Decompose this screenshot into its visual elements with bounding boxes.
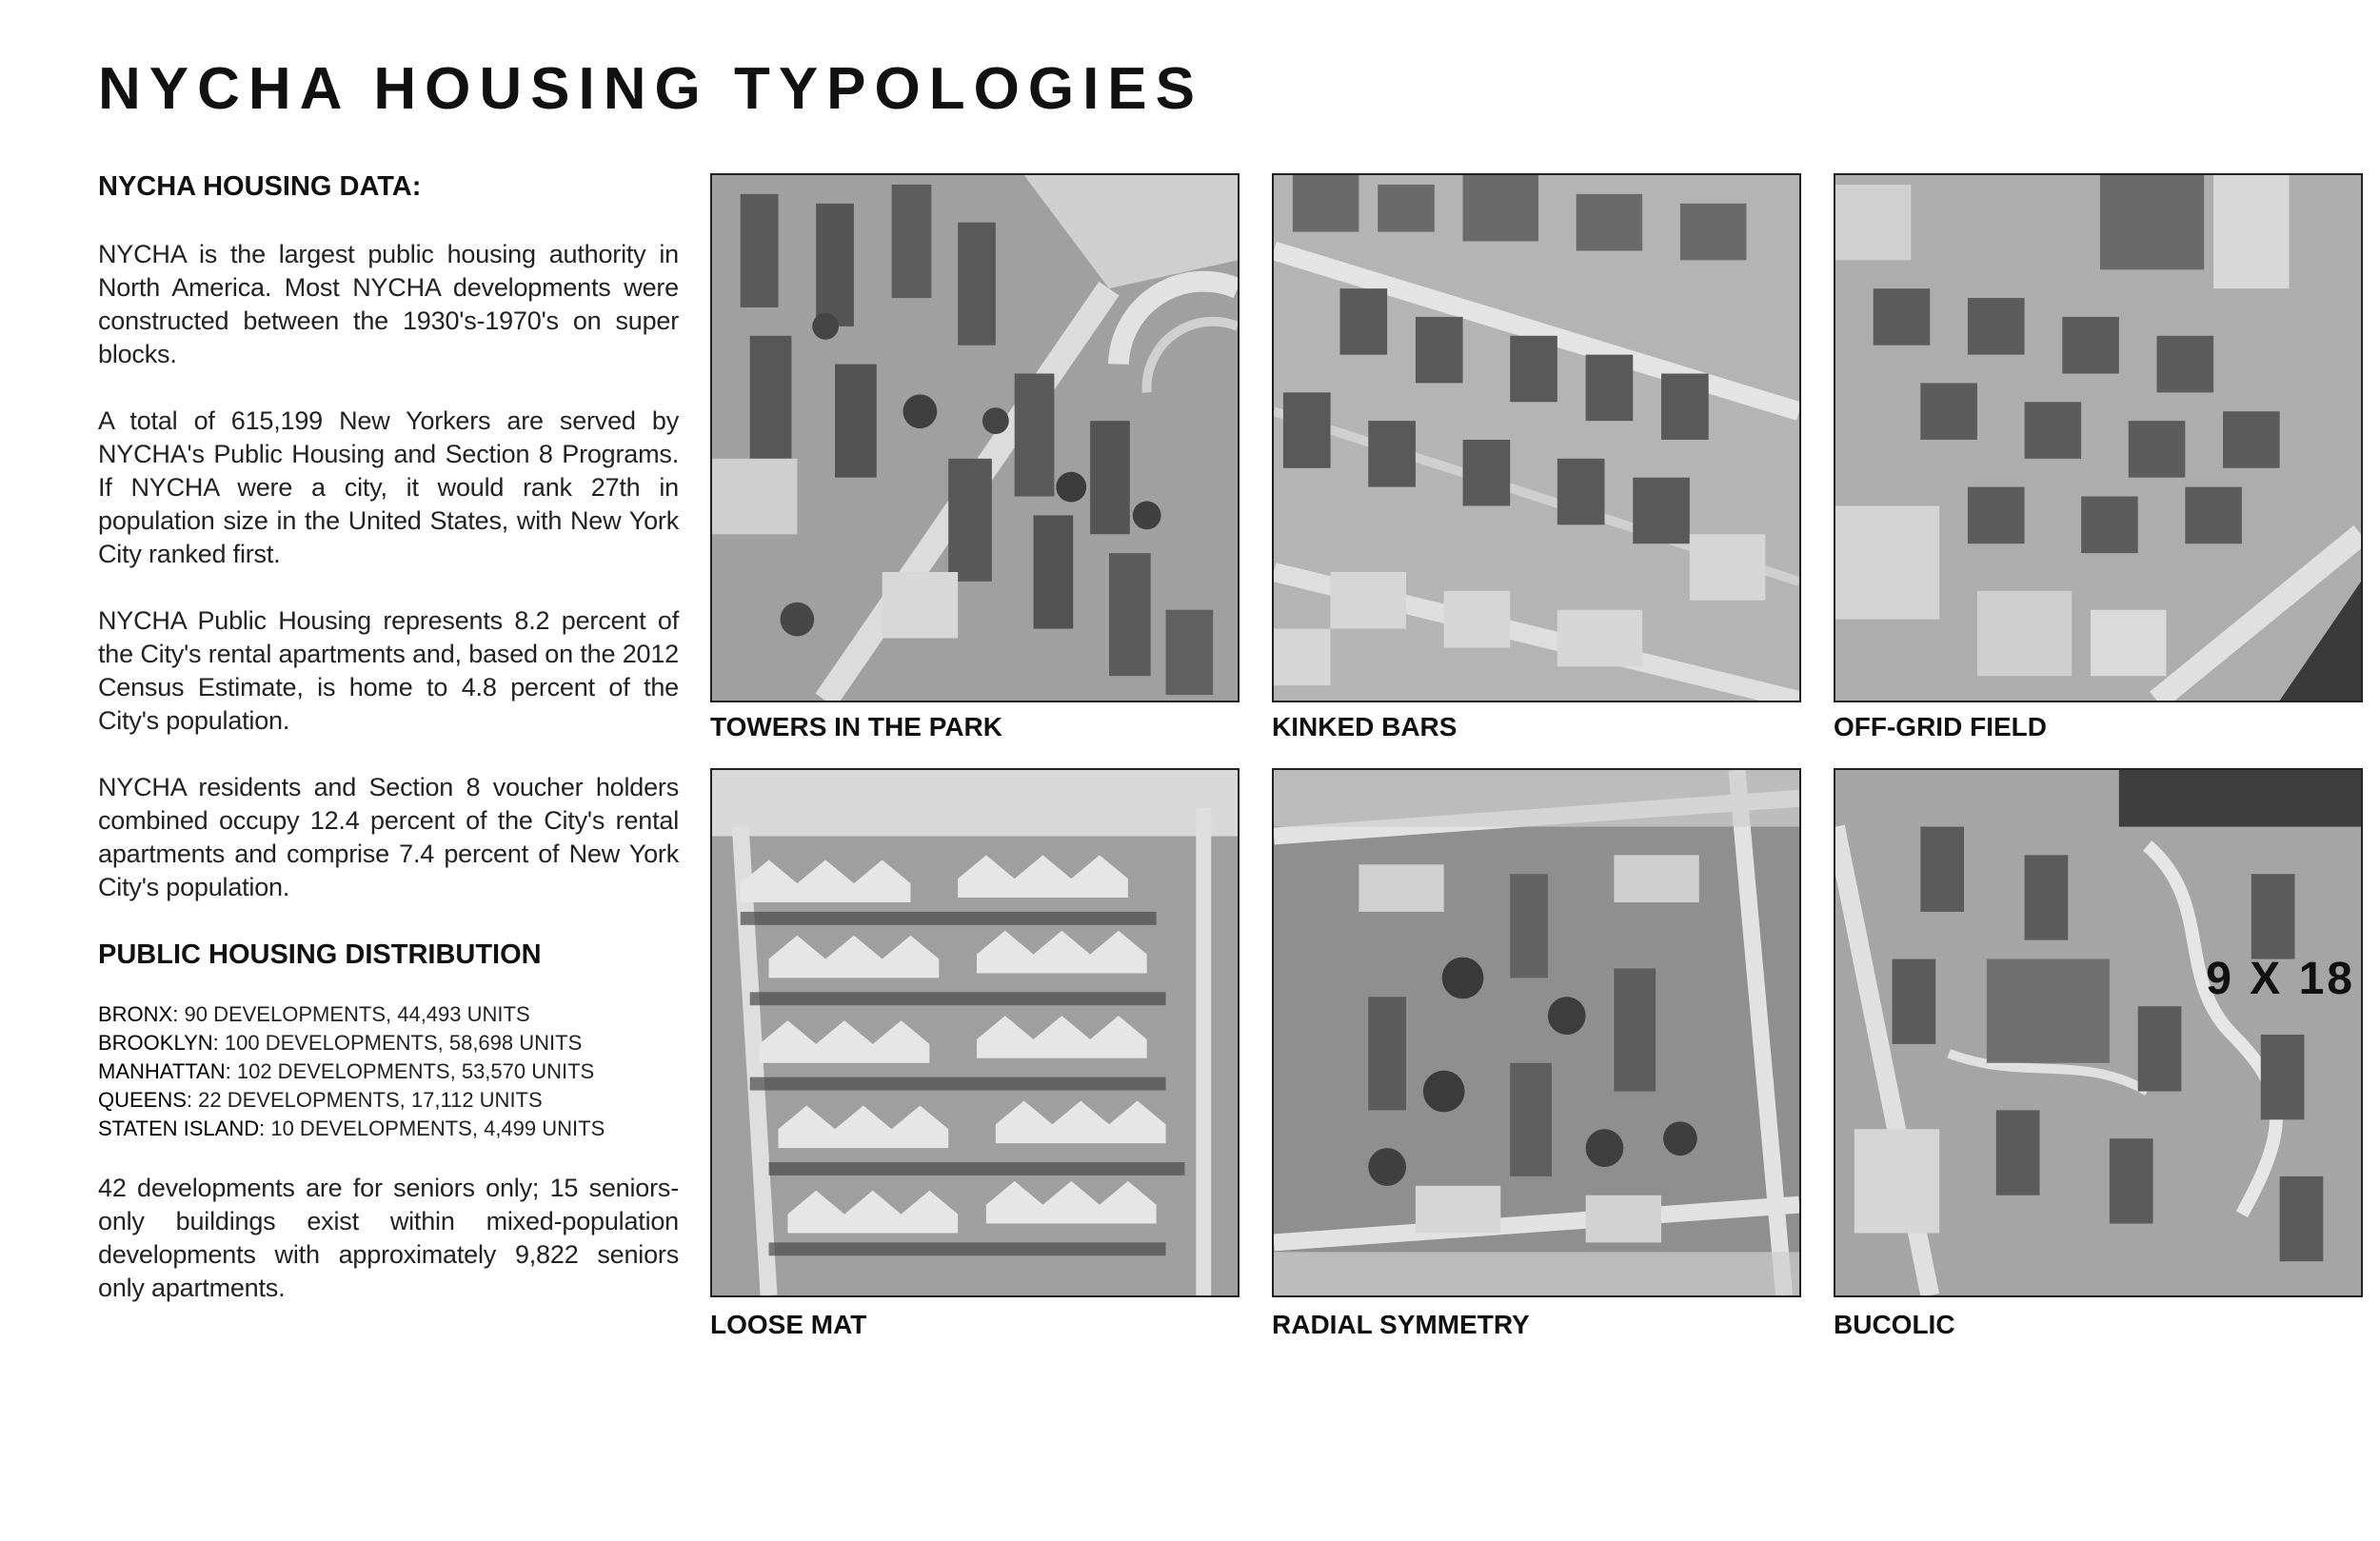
distribution-list: [98, 1000, 679, 1143]
page-number: 9 X 18: [2206, 954, 2355, 1004]
data-heading: NYCHA HOUSING DATA:: [98, 171, 422, 202]
caption-towers-in-the-park: TOWERS IN THE PARK: [710, 712, 1002, 741]
page-title: NYCHA HOUSING TYPOLOGIES: [98, 56, 1204, 122]
paragraph-2: A total of 615,199 New Yorkers are served by NYCHA's Public Housing and Section 8 Programs. If NYCHA were a city, it would rank 27th in population size in the United States, with New York City ranked first.: [98, 406, 679, 568]
borough-label: STATEN ISLAND:: [98, 1116, 266, 1140]
borough-value: 102 DEVELOPMENTS, 53,570 UNITS: [236, 1059, 595, 1083]
borough-label: BROOKLYN:: [98, 1031, 219, 1055]
borough-value: 10 DEVELOPMENTS, 4,499 UNITS: [270, 1116, 605, 1140]
paragraph-1: NYCHA is the largest public housing authority in North America. Most NYCHA developments were constructed between the 1930's-1970's on super blocks.: [98, 240, 679, 368]
caption-off-grid-field: OFF-GRID FIELD: [1834, 712, 2047, 741]
caption-loose-mat: LOOSE MAT: [710, 1310, 867, 1339]
caption-kinked-bars: KINKED BARS: [1272, 712, 1458, 741]
caption-bucolic: BUCOLIC: [1834, 1310, 1955, 1339]
distribution-row: [98, 1115, 679, 1143]
borough-value: 22 DEVELOPMENTS, 17,112 UNITS: [198, 1088, 543, 1112]
borough-label: MANHATTAN:: [98, 1059, 231, 1083]
aerial-photo-towers-in-the-park: [710, 173, 1240, 702]
distribution-row: [98, 1086, 679, 1115]
distribution-row: [98, 1057, 679, 1086]
caption-radial-symmetry: RADIAL SYMMETRY: [1272, 1310, 1530, 1339]
seniors-note: 42 developments are for seniors only; 15 seniors-only buildings exist within mixed-population developments with approximately 9,822 seniors only apartments.: [98, 1174, 679, 1302]
aerial-photo-loose-mat: [710, 768, 1240, 1297]
borough-value: 90 DEVELOPMENTS, 44,493 UNITS: [184, 1002, 530, 1026]
paragraph-3: NYCHA Public Housing represents 8.2 percent of the City's rental apartments and, based on the 2012 Census Estimate, is home to 4.8 percent of the City's population.: [98, 606, 679, 735]
paragraph-4: NYCHA residents and Section 8 voucher holders combined occupy 12.4 percent of the City's rental apartments and comprise 7.4 percent of New York City's population.: [98, 773, 679, 901]
data-column: [98, 169, 679, 1305]
aerial-photo-radial-symmetry: [1272, 768, 1801, 1297]
borough-label: BRONX:: [98, 1002, 179, 1026]
distribution-row: [98, 1029, 679, 1057]
aerial-photo-bucolic: [1834, 768, 2363, 1297]
distribution-row: [98, 1000, 679, 1029]
aerial-photo-off-grid-field: [1834, 173, 2363, 702]
distribution-heading: PUBLIC HOUSING DISTRIBUTION: [98, 939, 542, 970]
borough-value: 100 DEVELOPMENTS, 58,698 UNITS: [224, 1031, 583, 1055]
aerial-photo-kinked-bars: [1272, 173, 1801, 702]
borough-label: QUEENS:: [98, 1088, 193, 1112]
